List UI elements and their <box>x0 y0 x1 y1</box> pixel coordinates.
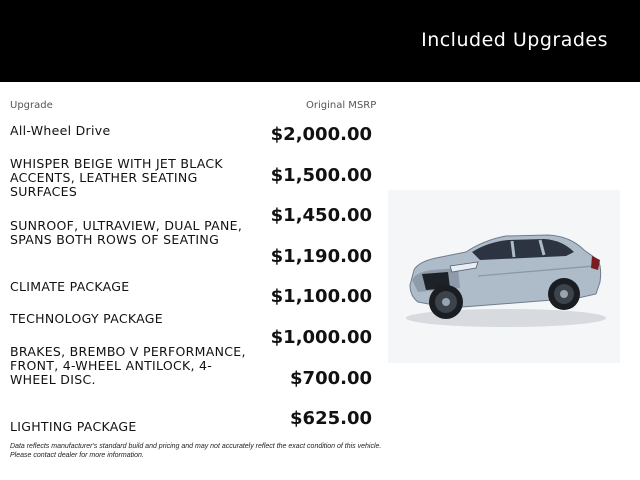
column-header-msrp: Original MSRP <box>306 100 377 111</box>
upgrade-name-climate: CLIMATE PACKAGE <box>10 279 130 294</box>
price-item: $1,500.00 <box>270 165 372 186</box>
price-item: $1,190.00 <box>270 246 372 267</box>
upgrade-name-sunroof: SUNROOF, ULTRAVIEW, DUAL PANE, SPANS BOTH ROWS OF SEATING <box>10 218 243 247</box>
upgrade-name-lighting: LIGHTING PACKAGE <box>10 419 137 434</box>
price-item: $2,000.00 <box>270 124 372 145</box>
upgrade-name-technology: TECHNOLOGY PACKAGE <box>10 311 163 326</box>
page-header <box>0 0 640 82</box>
upgrade-name-awd: All-Wheel Drive <box>10 123 111 138</box>
price-item: $1,000.00 <box>270 327 372 348</box>
page-title: Included Upgrades <box>421 29 608 51</box>
price-item: $1,450.00 <box>270 205 372 226</box>
car-icon <box>388 190 620 363</box>
price-item: $700.00 <box>290 368 372 389</box>
upgrade-name-interior: WHISPER BEIGE WITH JET BLACK ACCENTS, LEATHER SEATING SURFACES <box>10 156 223 199</box>
price-item: $625.00 <box>290 408 372 429</box>
price-item: $1,100.00 <box>270 286 372 307</box>
column-header-upgrade: Upgrade <box>10 100 53 111</box>
disclaimer-text: Data reflects manufacturer's standard build and pricing and may not accurately reflect the exact condition of this vehicle. Please contact dealer for more information. <box>10 443 382 459</box>
upgrade-name-brakes: BRAKES, BREMBO V PERFORMANCE, FRONT, 4-WHEEL ANTILOCK, 4-WHEEL DISC. <box>10 344 246 387</box>
vehicle-image <box>388 190 620 363</box>
